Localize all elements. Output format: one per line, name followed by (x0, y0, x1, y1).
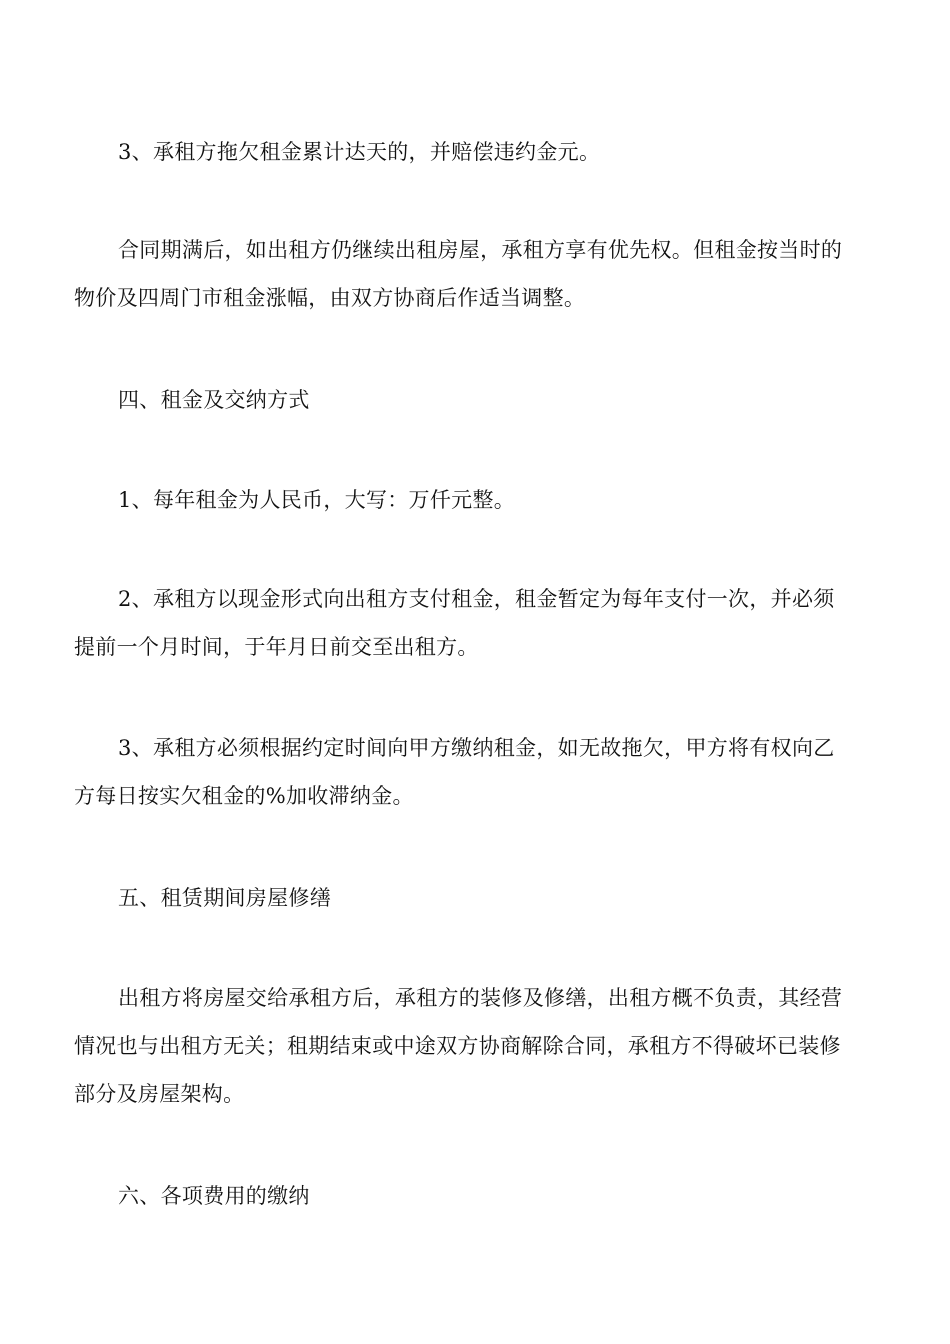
repairs-paragraph (74, 974, 882, 1118)
text-line: 方每日按实欠租金的%加收滞纳金。 (74, 784, 414, 808)
text-line: 3、承租方拖欠租金累计达天的，并赔偿违约金元。 (118, 140, 601, 164)
text-line: 情况也与出租方无关；租期结束或中途双方协商解除合同，承租方不得破坏已装修 (74, 1034, 841, 1058)
clause-2-payment-method (74, 575, 882, 671)
text-line: 出租方将房屋交给承租方后，承租方的装修及修缮，出租方概不负责，其经营 (118, 986, 843, 1010)
renewal-priority-paragraph (74, 226, 882, 322)
section-heading-rent-payment (74, 376, 882, 424)
text-line: 1、每年租金为人民币，大写：万仟元整。 (118, 488, 516, 512)
section-heading: 四、租金及交纳方式 (118, 388, 310, 412)
text-line: 2、承租方以现金形式向出租方支付租金，租金暂定为每年支付一次，并必须 (118, 587, 835, 611)
text-line: 部分及房屋架构。 (74, 1082, 245, 1106)
section-heading-fees (74, 1172, 882, 1220)
text-line: 3、承租方必须根据约定时间向甲方缴纳租金，如无故拖欠，甲方将有权向乙 (118, 736, 835, 760)
clause-3-overdue-rent (74, 128, 882, 176)
clause-1-annual-rent (74, 476, 882, 524)
text-line: 提前一个月时间，于年月日前交至出租方。 (74, 635, 479, 659)
section-heading-repairs (74, 874, 882, 922)
section-heading: 五、租赁期间房屋修缮 (118, 886, 331, 910)
section-heading: 六、各项费用的缴纳 (118, 1184, 310, 1208)
text-line: 物价及四周门市租金涨幅，由双方协商后作适当调整。 (74, 286, 586, 310)
clause-3-late-fee (74, 724, 882, 820)
text-line: 合同期满后，如出租方仍继续出租房屋，承租方享有优先权。但租金按当时的 (118, 238, 843, 262)
